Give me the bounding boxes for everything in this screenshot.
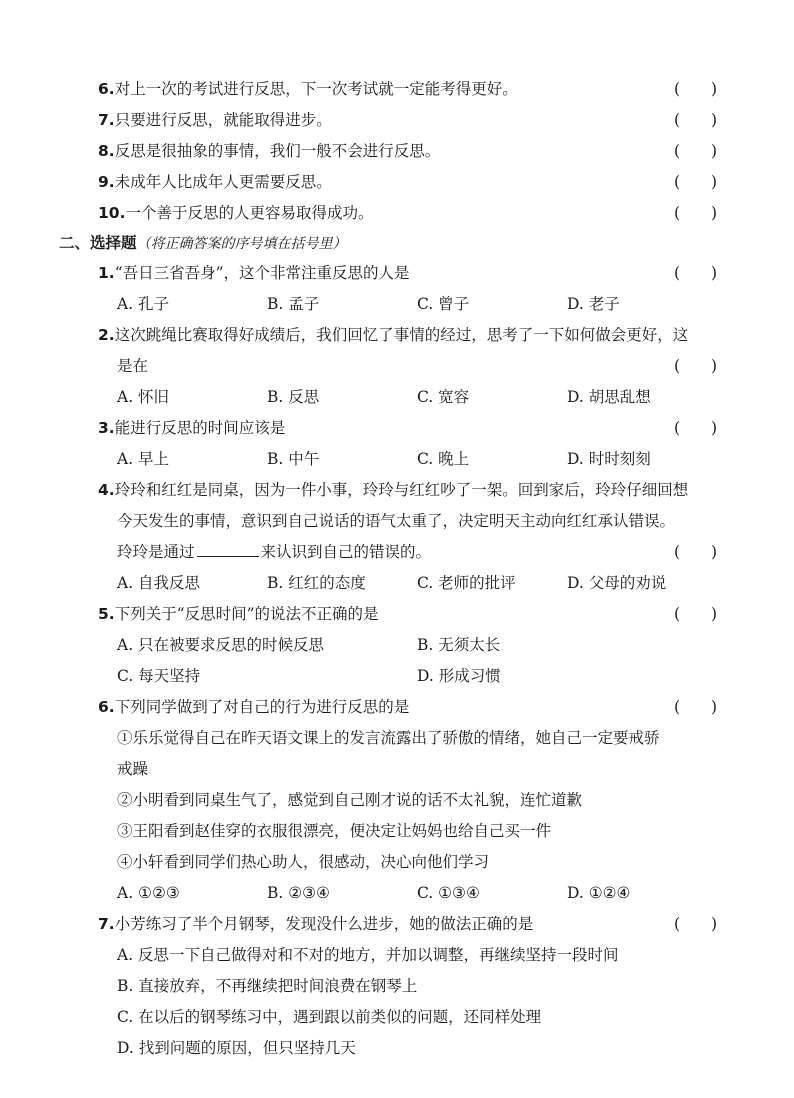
option-b[interactable]: B. 中午 [267,450,320,468]
answer-paren[interactable]: ( ) [674,419,718,437]
question-number: 1. [98,264,115,282]
answer-paren[interactable]: ( ) [674,698,718,716]
question-number: 6. [98,698,115,716]
judgment-item [0,136,794,167]
question-text: “吾日三省吾身”，这个非常注重反思的人是 [114,264,410,282]
question-text: 是在 [117,357,149,375]
options-row [0,630,794,661]
section-heading [0,228,794,259]
choice-question [0,692,794,723]
question-text: 今天发生的事情，意识到自己说话的语气太重了，决定明天主动向红红承认错误。 [117,512,676,530]
question-text: 来认识到自己的错误的。 [260,543,432,561]
statement-item [0,816,794,847]
answer-paren[interactable]: ( ) [674,543,718,561]
question-text: 这次跳绳比赛取得好成绩后，我们回忆了事情的经过，思考了一下如何做会更好，这 [114,326,689,344]
option-c[interactable]: C. 在以后的钢琴练习中，遇到跟以前类似的问题，还同样处理 [117,1008,542,1026]
answer-paren[interactable]: ( ) [674,142,718,160]
question-number: 9. [98,173,115,191]
section-note: （将正确答案的序号填在括号里） [136,236,347,252]
statement-text: ①乐乐觉得自己在昨天语文课上的发言流露出了骄傲的情绪，她自己一定要戒骄 [117,729,660,747]
question-text: 只要进行反思，就能取得进步。 [114,111,332,129]
option-c[interactable]: C. 宽容 [417,388,470,406]
options-row [0,878,794,909]
choice-question [0,909,794,940]
option-b[interactable]: B. ②③④ [267,884,330,902]
option-a[interactable]: A. 自我反思 [117,574,201,592]
statement-item [0,723,794,754]
choice-question [0,413,794,444]
option-a[interactable]: A. 反思一下自己做得对和不对的地方，并加以调整，再继续坚持一段时间 [117,946,619,964]
option-c[interactable]: C. ①③④ [417,884,480,902]
options-row [0,661,794,692]
question-number: 3. [98,419,115,437]
statement-text: 戒躁 [117,760,149,778]
question-text: 下列关于“反思时间”的说法不正确的是 [114,605,379,623]
option-d[interactable]: D. 找到问题的原因，但只坚持几天 [117,1039,356,1057]
statement-text: ④小轩看到同学们热心助人，很感动，决心向他们学习 [117,853,490,871]
statement-item [0,754,794,785]
choice-question [0,599,794,630]
question-number: 5. [98,605,115,623]
question-text: 反思是很抽象的事情，我们一般不会进行反思。 [114,142,441,160]
option-b[interactable]: B. 孟子 [267,295,320,313]
option-c[interactable]: C. 每天坚持 [117,667,201,685]
option-a[interactable]: A. 怀旧 [117,388,170,406]
option-d[interactable]: D. 形成习惯 [417,667,501,685]
options-row [0,568,794,599]
question-text: 玲玲和红红是同桌，因为一件小事，玲玲与红红吵了一架。回到家后，玲玲仔细回想 [114,481,689,499]
fill-blank[interactable] [197,538,259,557]
options-row [0,971,794,1002]
option-c[interactable]: C. 晚上 [417,450,470,468]
answer-paren[interactable]: ( ) [674,264,718,282]
option-a[interactable]: A. 孔子 [117,295,170,313]
question-text: 下列同学做到了对自己的行为进行反思的是 [114,698,410,716]
judgment-item [0,74,794,105]
answer-paren[interactable]: ( ) [674,80,718,98]
options-row [0,1002,794,1033]
judgment-item [0,105,794,136]
judgment-item [0,198,794,229]
question-number: 8. [98,142,115,160]
question-text-continued [0,351,794,382]
option-b[interactable]: B. 直接放弃，不再继续把时间浪费在钢琴上 [117,977,418,995]
option-d[interactable]: D. ①②④ [567,884,631,902]
option-b[interactable]: B. 反思 [267,388,320,406]
answer-paren[interactable]: ( ) [674,357,718,375]
choice-question [0,475,794,506]
choice-question [0,320,794,351]
option-b[interactable]: B. 无须太长 [417,636,501,654]
question-number: 10. [98,204,126,222]
question-text: 一个善于反思的人更容易取得成功。 [125,204,374,222]
options-row [0,940,794,971]
answer-paren[interactable]: ( ) [674,915,718,933]
question-text: 未成年人比成年人更需要反思。 [114,173,332,191]
options-row [0,1033,794,1064]
answer-paren[interactable]: ( ) [674,111,718,129]
statement-text: ②小明看到同桌生气了，感觉到自己刚才说的话不太礼貌，连忙道歉 [117,791,583,809]
option-d[interactable]: D. 父母的劝说 [567,574,667,592]
answer-paren[interactable]: ( ) [674,204,718,222]
option-d[interactable]: D. 胡思乱想 [567,388,651,406]
question-number: 4. [98,481,115,499]
statement-text: ③王阳看到赵佳穿的衣服很漂亮，便决定让妈妈也给自己买一件 [117,822,552,840]
question-number: 7. [98,111,115,129]
answer-paren[interactable]: ( ) [674,605,718,623]
question-number: 6. [98,80,115,98]
option-d[interactable]: D. 时时刻刻 [567,450,651,468]
option-a[interactable]: A. 早上 [117,450,170,468]
question-text: 对上一次的考试进行反思，下一次考试就一定能考得更好。 [114,80,518,98]
choice-question [0,258,794,289]
options-row [0,289,794,320]
options-row [0,444,794,475]
answer-paren[interactable]: ( ) [674,173,718,191]
option-a[interactable]: A. ①②③ [117,884,180,902]
option-b[interactable]: B. 红红的态度 [267,574,366,592]
question-text: 能进行反思的时间应该是 [114,419,286,437]
section-title: 二、选择题 [59,234,137,252]
question-text: 玲玲是通过 [117,543,195,561]
question-text-continued [0,506,794,537]
question-number: 7. [98,915,115,933]
question-number: 2. [98,326,115,344]
option-c[interactable]: C. 曾子 [417,295,470,313]
options-row [0,382,794,413]
option-a[interactable]: A. 只在被要求反思的时候反思 [117,636,325,654]
statement-item [0,785,794,816]
statement-item [0,847,794,878]
question-text: 小芳练习了半个月钢琴，发现没什么进步，她的做法正确的是 [114,915,534,933]
option-d[interactable]: D. 老子 [567,295,620,313]
question-text-continued [0,537,794,568]
judgment-item [0,167,794,198]
option-c[interactable]: C. 老师的批评 [417,574,516,592]
